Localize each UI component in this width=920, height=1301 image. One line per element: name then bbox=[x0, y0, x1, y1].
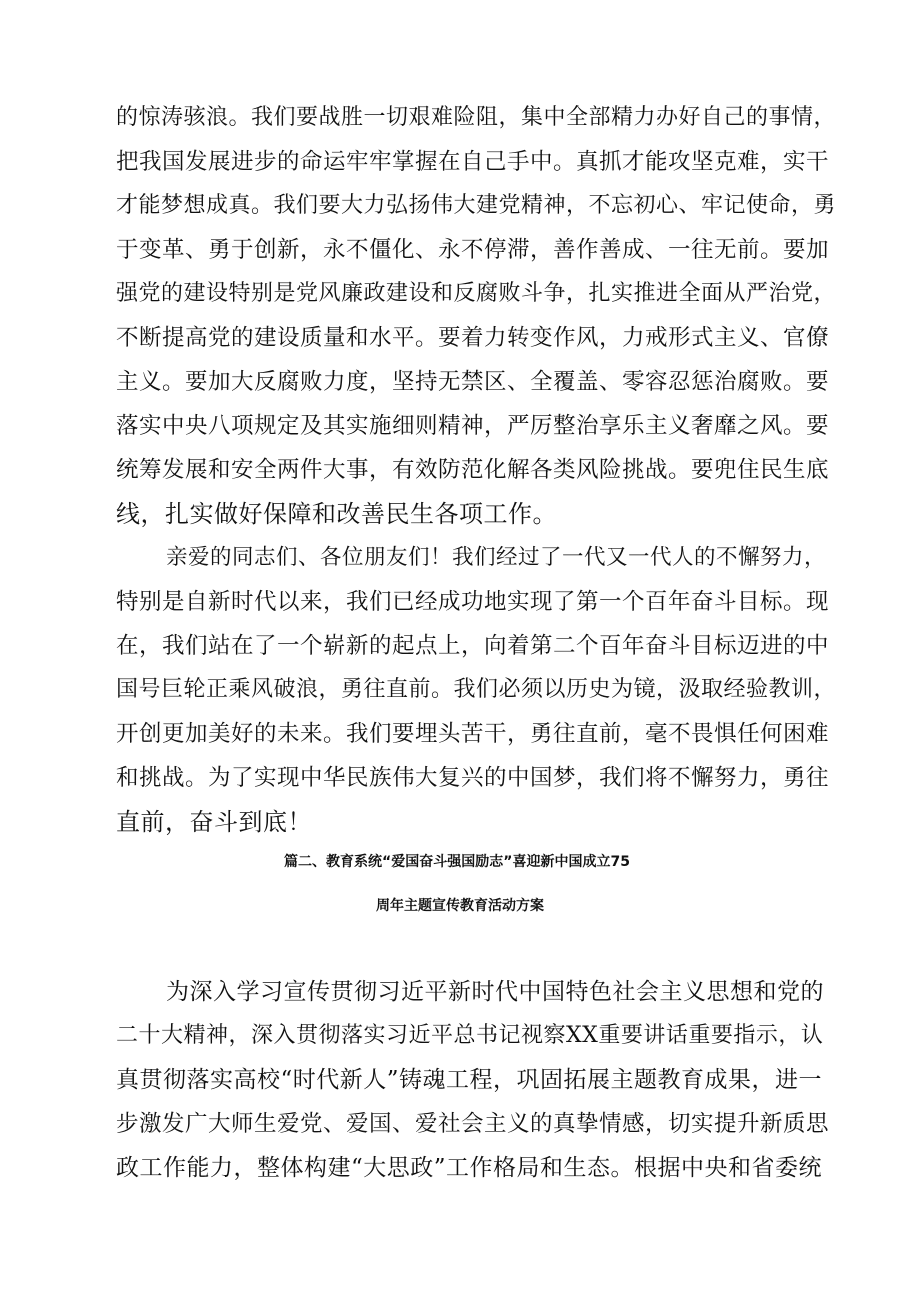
text-line: 落实中央八项规定及其实施细则精神，严厉整治享乐主义奢靡之风。要 bbox=[116, 413, 830, 439]
text-line: 亲爱的同志们、各位朋友们！我们经过了一代又一代人的不懈努力， bbox=[166, 545, 827, 570]
text-line: 特别是自新时代以来，我们已经成功地实现了第一个百年奋斗目标。现 bbox=[116, 589, 830, 615]
text-line: 强党的建设特别是党风廉政建设和反腐败斗争，扎实推进全面从严治党， bbox=[116, 281, 837, 306]
text-line: 于变革、勇于创新，永不僵化、永不停滞，善作善成、一往无前。要加 bbox=[116, 237, 830, 263]
text-line: 主义。要加大反腐败力度，坚持无禁区、全覆盖、零容忍惩治腐败。要 bbox=[116, 369, 830, 395]
text-line: 二十大精神，深入贯彻落实习近平总书记视察XX重要讲话重要指示，认 bbox=[116, 1023, 824, 1048]
heading-line-2: 周年主题宣传教育活动方案 bbox=[376, 898, 544, 914]
text-line: 为深入学习宣传贯彻习近平新时代中国特色社会主义思想和党的 bbox=[166, 979, 824, 1005]
text-line: 和挑战。为了实现中华民族伟大复兴的中国梦，我们将不懈努力，勇往 bbox=[116, 765, 830, 791]
text-line: 的惊涛骇浪。我们要战胜一切艰难险阻，集中全部精力办好自己的事情， bbox=[116, 105, 837, 130]
text-line: 线，扎实做好保障和改善民生各项工作。 bbox=[116, 500, 557, 528]
text-line: 政工作能力，整体构建“大思政”工作格局和生态。根据中央和省委统 bbox=[116, 1155, 823, 1181]
text-line: 不断提高党的建设质量和水平。要着力转变作风，力戒形式主义、官僚 bbox=[116, 325, 830, 351]
heading-line-1: 篇二、教育系统“爱国奋斗强国励志”喜迎新中国成立75 bbox=[284, 854, 630, 870]
text-line: 在，我们站在了一个崭新的起点上，向着第二个百年奋斗目标迈进的中 bbox=[116, 633, 830, 659]
text-line: 统筹发展和安全两件大事，有效防范化解各类风险挑战。要兜住民生底 bbox=[116, 457, 830, 483]
text-line: 直前，奋斗到底！ bbox=[116, 808, 312, 836]
text-line: 国号巨轮正乘风破浪，勇往直前。我们必须以历史为镜，汲取经验教训， bbox=[116, 677, 837, 702]
text-line: 真贯彻落实高校“时代新人”铸魂工程，巩固拓展主题教育成果，进一 bbox=[116, 1067, 823, 1093]
text-line: 步激发广大师生爱党、爱国、爱社会主义的真挚情感，切实提升新质思 bbox=[116, 1111, 830, 1137]
text-line: 开创更加美好的未来。我们要埋头苦干，勇往直前，毫不畏惧任何困难 bbox=[116, 721, 830, 747]
text-line: 把我国发展进步的命运牢牢掌握在自己手中。真抓才能攻坚克难，实干 bbox=[116, 149, 830, 175]
text-line: 才能梦想成真。我们要大力弘扬伟大建党精神，不忘初心、牢记使命，勇 bbox=[116, 193, 837, 218]
